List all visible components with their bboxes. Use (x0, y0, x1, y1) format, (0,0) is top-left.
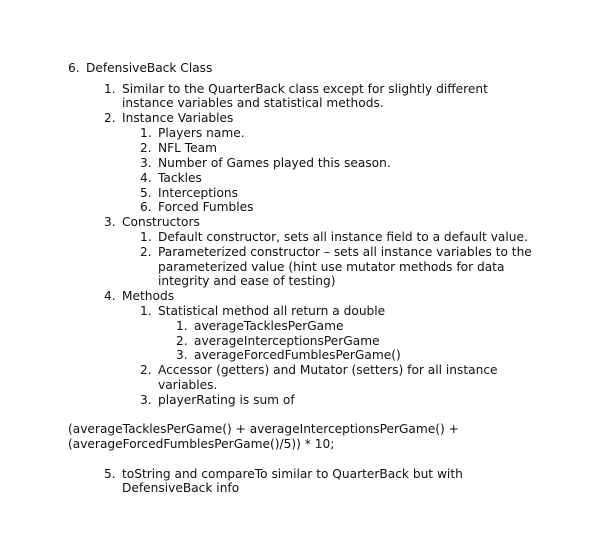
item-text: toString and compareTo similar to QuarterBack but with (122, 467, 463, 481)
subitem-text: Forced Fumbles (158, 200, 254, 214)
subitem-number: 2. (140, 245, 152, 259)
item-label: Constructors (122, 215, 200, 229)
subitem-number: 6. (140, 200, 152, 214)
item-number: 5. (104, 467, 116, 481)
subitem-text: Parameterized constructor – sets all instance variables to the (158, 245, 532, 259)
subsubitem-text: averageTacklesPerGame (194, 319, 344, 333)
subitem-text: parameterized value (hint use mutator methods for data (158, 260, 505, 274)
subitem-number: 1. (140, 304, 152, 318)
subitem-number: 3. (140, 393, 152, 407)
item-number: 4. (104, 289, 116, 303)
section-title: DefensiveBack Class (86, 61, 213, 75)
subitem-text: playerRating is sum of (158, 393, 295, 407)
subitem-text: variables. (158, 378, 218, 392)
subitem-text: integrity and ease of testing) (158, 274, 336, 288)
subitem-text: Interceptions (158, 186, 238, 200)
item-number: 3. (104, 215, 116, 229)
subsubitem-number: 2. (176, 334, 188, 348)
item-label: Methods (122, 289, 175, 303)
formula-line: (averageTacklesPerGame() + averageInterceptionsPerGame() + (68, 422, 459, 436)
subitem-text: Players name. (158, 126, 245, 140)
subitem-number: 5. (140, 186, 152, 200)
item-text: DefensiveBack info (122, 481, 240, 495)
subitem-text: Tackles (158, 171, 202, 185)
subsubitem-text: averageForcedFumblesPerGame() (194, 348, 401, 362)
subitem-number: 4. (140, 171, 152, 185)
subsubitem-text: averageInterceptionsPerGame (194, 334, 380, 348)
subitem-number: 3. (140, 156, 152, 170)
item-number: 2. (104, 111, 116, 125)
subitem-text: NFL Team (158, 141, 218, 155)
item-number: 1. (104, 82, 116, 96)
subitem-text: Default constructor, sets all instance field to a default value. (158, 230, 528, 244)
subitem-number: 1. (140, 230, 152, 244)
subitem-text: Number of Games played this season. (158, 156, 391, 170)
subitem-text: Accessor (getters) and Mutator (setters) for all instance (158, 363, 498, 377)
item-label: Instance Variables (122, 111, 234, 125)
subsubitem-number: 1. (176, 319, 188, 333)
item-text: Similar to the QuarterBack class except for slightly different (122, 82, 488, 96)
subitem-number: 2. (140, 141, 152, 155)
subitem-text: Statistical method all return a double (158, 304, 386, 318)
subitem-number: 2. (140, 363, 152, 377)
subsubitem-number: 3. (176, 348, 188, 362)
formula-line: (averageForcedFumblesPerGame()/5)) * 10; (68, 437, 335, 451)
subitem-number: 1. (140, 126, 152, 140)
item-text: instance variables and statistical methods. (122, 96, 384, 110)
section-number: 6. (68, 61, 80, 75)
